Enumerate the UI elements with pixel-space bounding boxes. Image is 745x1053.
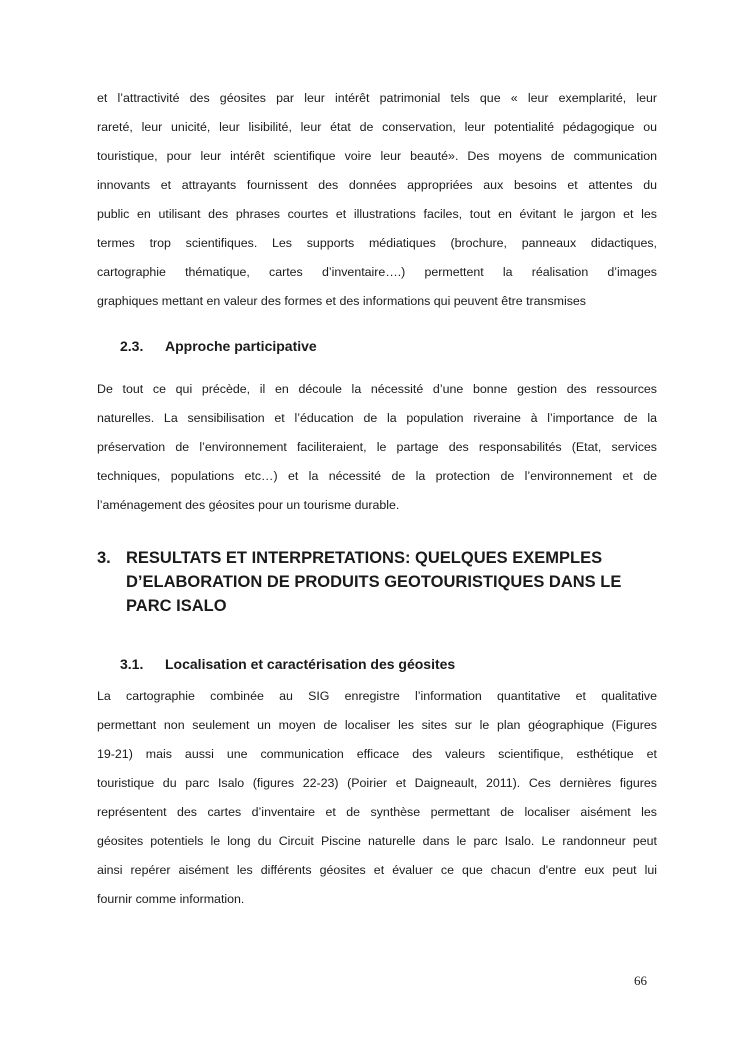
paragraph-line: De tout ce qui précède, il en découle la nécessité d’une bonne gestion des ressources xyxy=(97,382,657,396)
paragraph-line: représentent des cartes d’inventaire et de synthèse permettant de localiser aisément les xyxy=(97,805,657,819)
paragraph-line: géosites potentiels le long du Circuit Piscine naturelle dans le parc Isalo. Le randonneur peut xyxy=(97,834,657,848)
paragraph-line: ainsi repérer aisément les différents géosites et évaluer ce que chacun d'entre eux peut lui xyxy=(97,863,657,877)
section-line-1 xyxy=(97,549,602,567)
paragraph-line: graphiques mettant en valeur des formes et des informations qui peuvent être transmises xyxy=(97,294,587,308)
section-heading-3-1 xyxy=(120,656,455,672)
paragraph-line: public en utilisant des phrases courtes et illustrations faciles, tout en évitant le jargon et les xyxy=(97,207,657,221)
page-number: 66 xyxy=(634,973,647,988)
section-title-line: RESULTATS ET INTERPRETATIONS: QUELQUES EXEMPLES xyxy=(126,549,603,567)
paragraph-line: naturelles. La sensibilisation et l’éducation de la population riveraine à l’importance de la xyxy=(97,411,657,425)
paragraph-line: fournir comme information. xyxy=(97,892,245,906)
paragraph-line: touristique, pour leur intérêt scientifique voire leur beauté». Des moyens de communication xyxy=(97,149,657,163)
section-title-line: PARC ISALO xyxy=(126,597,227,615)
section-title: Localisation et caractérisation des géosites xyxy=(165,656,456,672)
paragraph-2 xyxy=(97,375,657,520)
paragraph-line: l’aménagement des géosites pour un tourisme durable. xyxy=(97,498,400,512)
paragraph-line: rareté, leur unicité, leur lisibilité, leur état de conservation, leur potentialité pédagogique ou xyxy=(97,120,657,134)
paragraph-line: touristique du parc Isalo (figures 22-23) (Poirier et Daigneault, 2011). Ces dernières figures xyxy=(97,776,657,790)
section-number: 3. xyxy=(97,549,111,567)
section-heading-2-3 xyxy=(120,338,317,354)
paragraph-line: 19-21) mais aussi une communication efficace des valeurs scientifique, esthétique et xyxy=(97,747,657,761)
paragraph-line: termes trop scientifiques. Les supports médiatiques (brochure, panneaux didactiques, xyxy=(97,236,657,250)
paragraph-1 xyxy=(97,84,657,316)
paragraph-line: innovants et attrayants fournissent des données appropriées aux besoins et attentes du xyxy=(97,178,657,192)
paragraph-line: préservation de l’environnement faciliteraient, le partage des responsabilités (Etat, services xyxy=(97,440,657,454)
paragraph-line: permettant non seulement un moyen de localiser les sites sur le plan géographique (Figures xyxy=(97,718,657,732)
section-number: 3.1. xyxy=(120,656,144,672)
paragraph-line: La cartographie combinée au SIG enregistre l’information quantitative et qualitative xyxy=(97,689,657,703)
section-number: 2.3. xyxy=(120,338,144,354)
section-heading-3 xyxy=(97,546,621,618)
paragraph-line: techniques, populations etc…) et la nécessité de la protection de l’environnement et de xyxy=(97,469,657,483)
section-title: Approche participative xyxy=(165,338,317,354)
paragraph-line: cartographie thématique, cartes d’inventaire….) permettent la réalisation d’images xyxy=(97,265,657,279)
paragraph-3 xyxy=(97,682,657,914)
section-title-line: D’ELABORATION DE PRODUITS GEOTOURISTIQUES DANS LE xyxy=(126,573,622,591)
paragraph-line: et l’attractivité des géosites par leur intérêt patrimonial tels que « leur exemplarité, leur xyxy=(97,91,657,105)
